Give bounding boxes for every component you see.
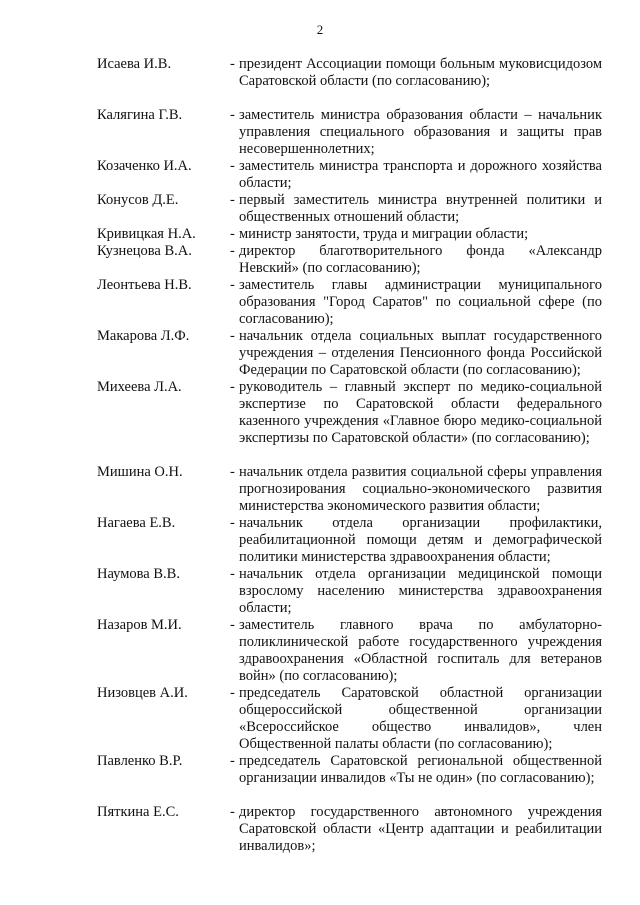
page-number: 2 bbox=[316, 22, 324, 37]
member-role: начальник отдела организации профилактики, реабилитационной помощи детям и демографической политики министерства здравоохранения области; bbox=[239, 515, 602, 565]
dash: - bbox=[230, 192, 235, 208]
member-role: начальник отдела развития социальной сферы управления прогнозирования социально-экономического развития министерства экономического развития области; bbox=[239, 464, 602, 514]
list-item bbox=[97, 158, 602, 192]
list-item bbox=[97, 566, 602, 617]
member-name: Мишина О.Н. bbox=[97, 464, 183, 480]
dash: - bbox=[230, 566, 235, 582]
dash: - bbox=[230, 753, 235, 769]
member-role: заместитель главного врача по амбулаторно-поликлинической работе государственного учреждения здравоохранения «Областной госпиталь для ветеранов войн» (по согласованию); bbox=[239, 617, 602, 684]
dash: - bbox=[230, 56, 235, 72]
list-item bbox=[97, 804, 602, 855]
dash: - bbox=[230, 243, 235, 259]
list-item bbox=[97, 107, 602, 158]
member-role: заместитель главы администрации муниципального образования "Город Саратов" по социальной сфере (по согласованию); bbox=[239, 277, 602, 327]
member-name: Павленко В.Р. bbox=[97, 753, 183, 769]
member-list bbox=[97, 56, 602, 855]
list-item bbox=[97, 277, 602, 328]
member-role: начальник отдела социальных выплат государственного учреждения – отделения Пенсионного фонда Российской Федерации по Саратовской области (по согласованию); bbox=[239, 328, 602, 378]
list-item bbox=[97, 464, 602, 515]
list-item bbox=[97, 753, 602, 804]
dash: - bbox=[230, 804, 235, 820]
list-item bbox=[97, 328, 602, 379]
member-name: Леонтьева Н.В. bbox=[97, 277, 192, 293]
dash: - bbox=[230, 107, 235, 123]
dash: - bbox=[230, 328, 235, 344]
member-name: Исаева И.В. bbox=[97, 56, 172, 72]
member-name: Козаченко И.А. bbox=[97, 158, 192, 174]
member-name: Михеева Л.А. bbox=[97, 379, 182, 395]
member-role: президент Ассоциации помощи больным муковисцидозом Саратовской области (по согласованию); bbox=[239, 56, 602, 89]
member-role: первый заместитель министра внутренней политики и общественных отношений области; bbox=[239, 192, 602, 225]
member-name: Пяткина Е.С. bbox=[97, 804, 179, 820]
member-role: председатель Саратовской региональной общественной организации инвалидов «Ты не один» (по согласованию); bbox=[239, 753, 602, 786]
list-item bbox=[97, 243, 602, 277]
dash: - bbox=[230, 617, 235, 633]
member-role: начальник отдела организации медицинской помощи взрослому населению министерства здравоохранения области; bbox=[239, 566, 602, 616]
member-role: директор благотворительного фонда «Александр Невский» (по согласованию); bbox=[239, 243, 602, 276]
dash: - bbox=[230, 379, 235, 395]
member-name: Назаров М.И. bbox=[97, 617, 182, 633]
dash: - bbox=[230, 277, 235, 293]
list-item bbox=[97, 192, 602, 226]
dash: - bbox=[230, 515, 235, 531]
member-role: заместитель министра образования области – начальник управления специального образования и защиты прав несовершеннолетних; bbox=[239, 107, 602, 157]
member-name: Наумова В.В. bbox=[97, 566, 180, 582]
member-name: Кузнецова В.А. bbox=[97, 243, 192, 259]
dash: - bbox=[230, 685, 235, 701]
list-item bbox=[97, 515, 602, 566]
member-role: председатель Саратовской областной организации общероссийской общественной организации «Всероссийское общество инвалидов», член Общественной палаты области (по согласованию); bbox=[239, 685, 602, 752]
member-name: Конусов Д.Е. bbox=[97, 192, 179, 208]
member-role: руководитель – главный эксперт по медико-социальной экспертизе по Саратовской области федерального казенного учреждения «Главное бюро медико-социальной экспертизы по Саратовской области» (по согласованию); bbox=[239, 379, 602, 446]
member-name: Нагаева Е.В. bbox=[97, 515, 176, 531]
list-item bbox=[97, 685, 602, 753]
list-item bbox=[97, 617, 602, 685]
dash: - bbox=[230, 158, 235, 174]
list-item bbox=[97, 56, 602, 107]
member-name: Кривицкая Н.А. bbox=[97, 226, 196, 242]
dash: - bbox=[230, 226, 235, 242]
member-role: заместитель министра транспорта и дорожного хозяйства области; bbox=[239, 158, 602, 191]
member-role: министр занятости, труда и миграции области; bbox=[239, 226, 529, 242]
member-name: Калягина Г.В. bbox=[97, 107, 183, 123]
dash: - bbox=[230, 464, 235, 480]
list-item bbox=[97, 226, 602, 243]
member-name: Макарова Л.Ф. bbox=[97, 328, 190, 344]
member-name: Низовцев А.И. bbox=[97, 685, 188, 701]
member-role: директор государственного автономного учреждения Саратовской области «Центр адаптации и реабилитации инвалидов»; bbox=[239, 804, 602, 854]
list-item bbox=[97, 379, 602, 464]
